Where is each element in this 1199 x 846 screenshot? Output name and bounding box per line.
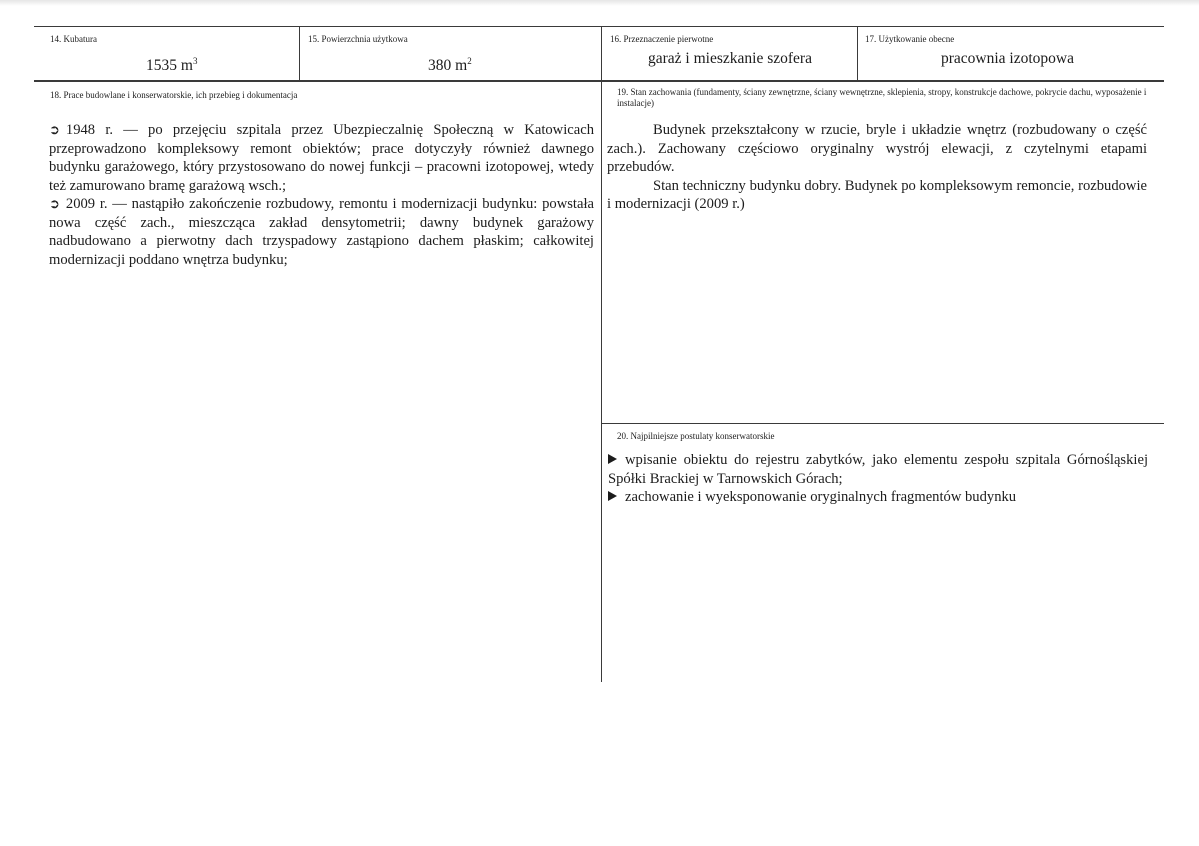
postulaty-label: 20. Najpilniejsze postulaty konserwatorskie <box>617 431 775 441</box>
postulat-item <box>608 451 1148 488</box>
postulat-item-text: wpisanie obiektu do rejestru zabytków, jako elementu zespołu szpitala Górnośląskiej Spółki Brackiej w Tarnowskich Górach; <box>608 452 1148 487</box>
table-top-border <box>34 26 1164 27</box>
curved-arrow-icon: ➲ <box>49 122 60 137</box>
divider-main-column <box>601 26 602 682</box>
postulat-item <box>608 488 1148 507</box>
prace-label: 18. Prace budowlane i konserwatorskie, ich przebieg i dokumentacja <box>50 90 298 100</box>
kubatura-unit-exponent: 3 <box>192 56 198 66</box>
section-19-20-divider <box>601 423 1164 424</box>
divider-16-17 <box>857 26 858 81</box>
stan-text <box>607 121 1147 214</box>
przeznaczenie-label: 16. Przeznaczenie pierwotne <box>610 34 714 44</box>
kubatura-value: 1535 $m^3$ <box>146 56 198 75</box>
uzytkowanie-value: pracownia izotopowa <box>941 50 1074 67</box>
curved-arrow-icon: ➲ <box>49 196 60 211</box>
prace-entry-text: 1948 r. — po przejęciu szpitala przez Ubezpieczalnię Społeczną w Katowicach przeprowadzono kompleksowy remont obiektów; prace dotyczyły również dawnego budynku garażowego, który przystosowano do nowej funkcji – pracowni izotopowej, wtedy też zamurowano bramę garażową wsch.; <box>49 122 594 194</box>
prace-entry-1948 <box>49 121 594 195</box>
uzytkowanie-label: 17. Użytkowanie obecne <box>865 34 955 44</box>
kubatura-label: 14. Kubatura <box>50 34 97 44</box>
powierzchnia-label: 15. Powierzchnia użytkowa <box>308 34 408 44</box>
powierzchnia-unit-exponent: 2 <box>467 56 472 66</box>
stan-paragraph-1: Budynek przekształcony w rzucie, bryle i układzie wnętrz (rozbudowany o część zach.). Zachowany częściowo oryginalny wystrój elewacji, z czytelnymi etapami przebudów. <box>607 122 1147 175</box>
divider-14-15 <box>299 26 300 81</box>
triangle-bullet-icon <box>608 491 617 501</box>
prace-entry-2009 <box>49 195 594 269</box>
powierzchnia-value: 380 $m^2$ <box>428 56 472 75</box>
postulaty-text <box>608 451 1148 507</box>
prace-entry-text: 2009 r. — nastąpiło zakończenie rozbudowy, remontu i modernizacji budynku: powstała nowa część zach., mieszcząca zakład densytometrii; dawny budynek garażowy nadbudowano a pierwotny dach trzyspadowy zastąpiono dachem płaskim; całkowitej modernizacji poddano wnętrza budynku; <box>49 196 594 268</box>
prace-text <box>49 121 594 269</box>
header-row-bottom-border <box>34 80 1164 82</box>
stan-label: 19. Stan zachowania (fundamenty, ściany zewnętrzne, ściany wewnętrzne, sklepienia, stropy, konstrukcje dachowe, pokrycie dachu, wyposażenie i instalacje) <box>617 87 1147 108</box>
stan-paragraph-2: Stan techniczny budynku dobry. Budynek po kompleksowym remoncie, rozbudowie i modernizacji (2009 r.) <box>607 177 1147 212</box>
triangle-bullet-icon <box>608 454 617 464</box>
postulat-item-text: zachowanie i wyeksponowanie oryginalnych fragmentów budynku <box>625 489 1017 505</box>
przeznaczenie-value: garaż i mieszkanie szofera <box>648 50 812 67</box>
page-top-edge <box>0 0 1199 6</box>
